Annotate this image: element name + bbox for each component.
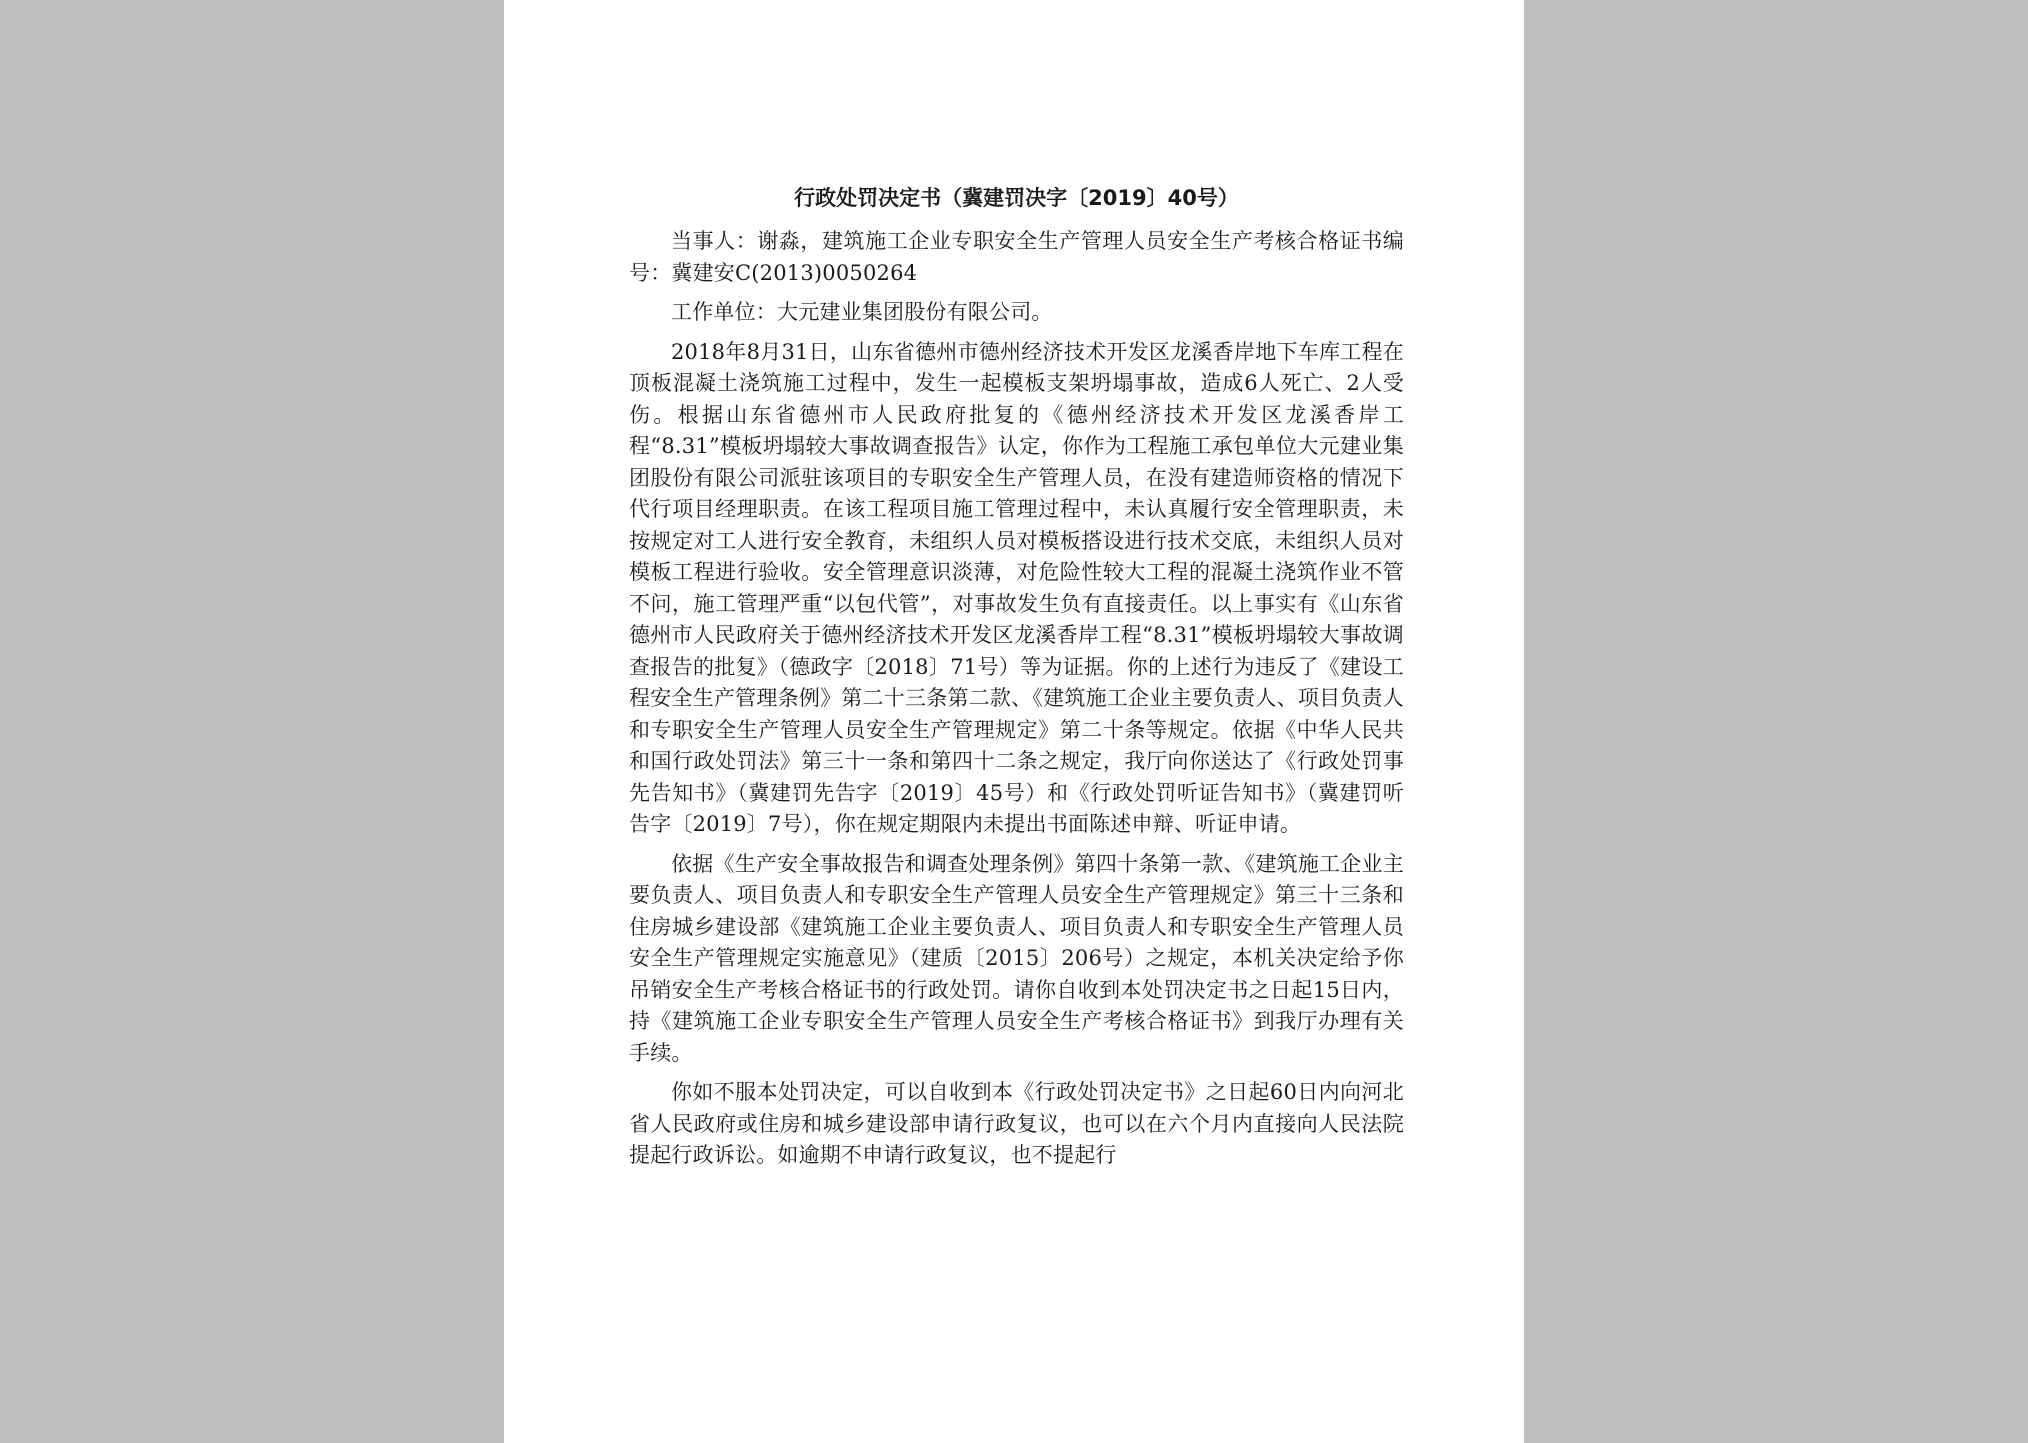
document-title: 行政处罚决定书（冀建罚决字〔2019〕40号） — [794, 186, 1239, 210]
document-page — [504, 0, 1524, 1443]
appeal-paragraph: 你如不服本处罚决定，可以自收到本《行政处罚决定书》之日起60日内向河北省人民政府或住房和城乡建设部申请行政复议，也可以在六个月内直接向人民法院提起行政诉讼。如逾期不申请行政复议，也不提起行 — [629, 1080, 1404, 1167]
page-content — [629, 182, 1404, 1180]
employer-line: 工作单位：大元建业集团股份有限公司。 — [671, 300, 1053, 324]
facts-paragraph: 2018年8月31日，山东省德州市德州经济技术开发区龙溪香岸地下车库工程在顶板混凝土浇筑施工过程中，发生一起模板支架坍塌事故，造成6人死亡、2人受伤。根据山东省德州市人民政府批复的《德州经济技术开发区龙溪香岸工程“8.31”模板坍塌较大事故调查报告》认定，你作为工程施工承包单位大元建业集团股份有限公司派驻该项目的专职安全生产管理人员，在没有建造师资格的情况下代行项目经理职责。在该工程项目施工管理过程中，未认真履行安全管理职责，未按规定对工人进行安全教育，未组织人员对模板搭设进行技术交底，未组织人员对模板工程进行验收。安全管理意识淡薄，对危险性较大工程的混凝土浇筑作业不管不问，施工管理严重“以包代管”，对事故发生负有直接责任。以上事实有《山东省德州市人民政府关于德州经济技术开发区龙溪香岸工程“8.31”模板坍塌较大事故调查报告的批复》（德政字〔2018〕71号）等为证据。你的上述行为违反了《建设工程安全生产管理条例》第二十三条第二款、《建筑施工企业主要负责人、项目负责人和专职安全生产管理人员安全生产管理规定》第二十条等规定。依据《中华人民共和国行政处罚法》第三十一条和第四十二条之规定，我厅向你送达了《行政处罚事先告知书》（冀建罚先告字〔2019〕45号）和《行政处罚听证告知书》（冀建罚听告字〔2019〕7号），你在规定期限内未提出书面陈述申辩、听证申请。 — [629, 339, 1404, 836]
party-line: 当事人：谢淼，建筑施工企业专职安全生产管理人员安全生产考核合格证书编号：冀建安C(2013)0050264 — [629, 229, 1404, 285]
decision-paragraph: 依据《生产安全事故报告和调查处理条例》第四十条第一款、《建筑施工企业主要负责人、项目负责人和专职安全生产管理人员安全生产管理规定》第三十三条和住房城乡建设部《建筑施工企业主要负责人、项目负责人和专职安全生产管理人员安全生产管理规定实施意见》（建质〔2015〕206号）之规定，本机关决定给予你吊销安全生产考核合格证书的行政处罚。请你自收到本处罚决定书之日起15日内，持《建筑施工企业专职安全生产管理人员安全生产考核合格证书》到我厅办理有关手续。 — [629, 851, 1404, 1065]
